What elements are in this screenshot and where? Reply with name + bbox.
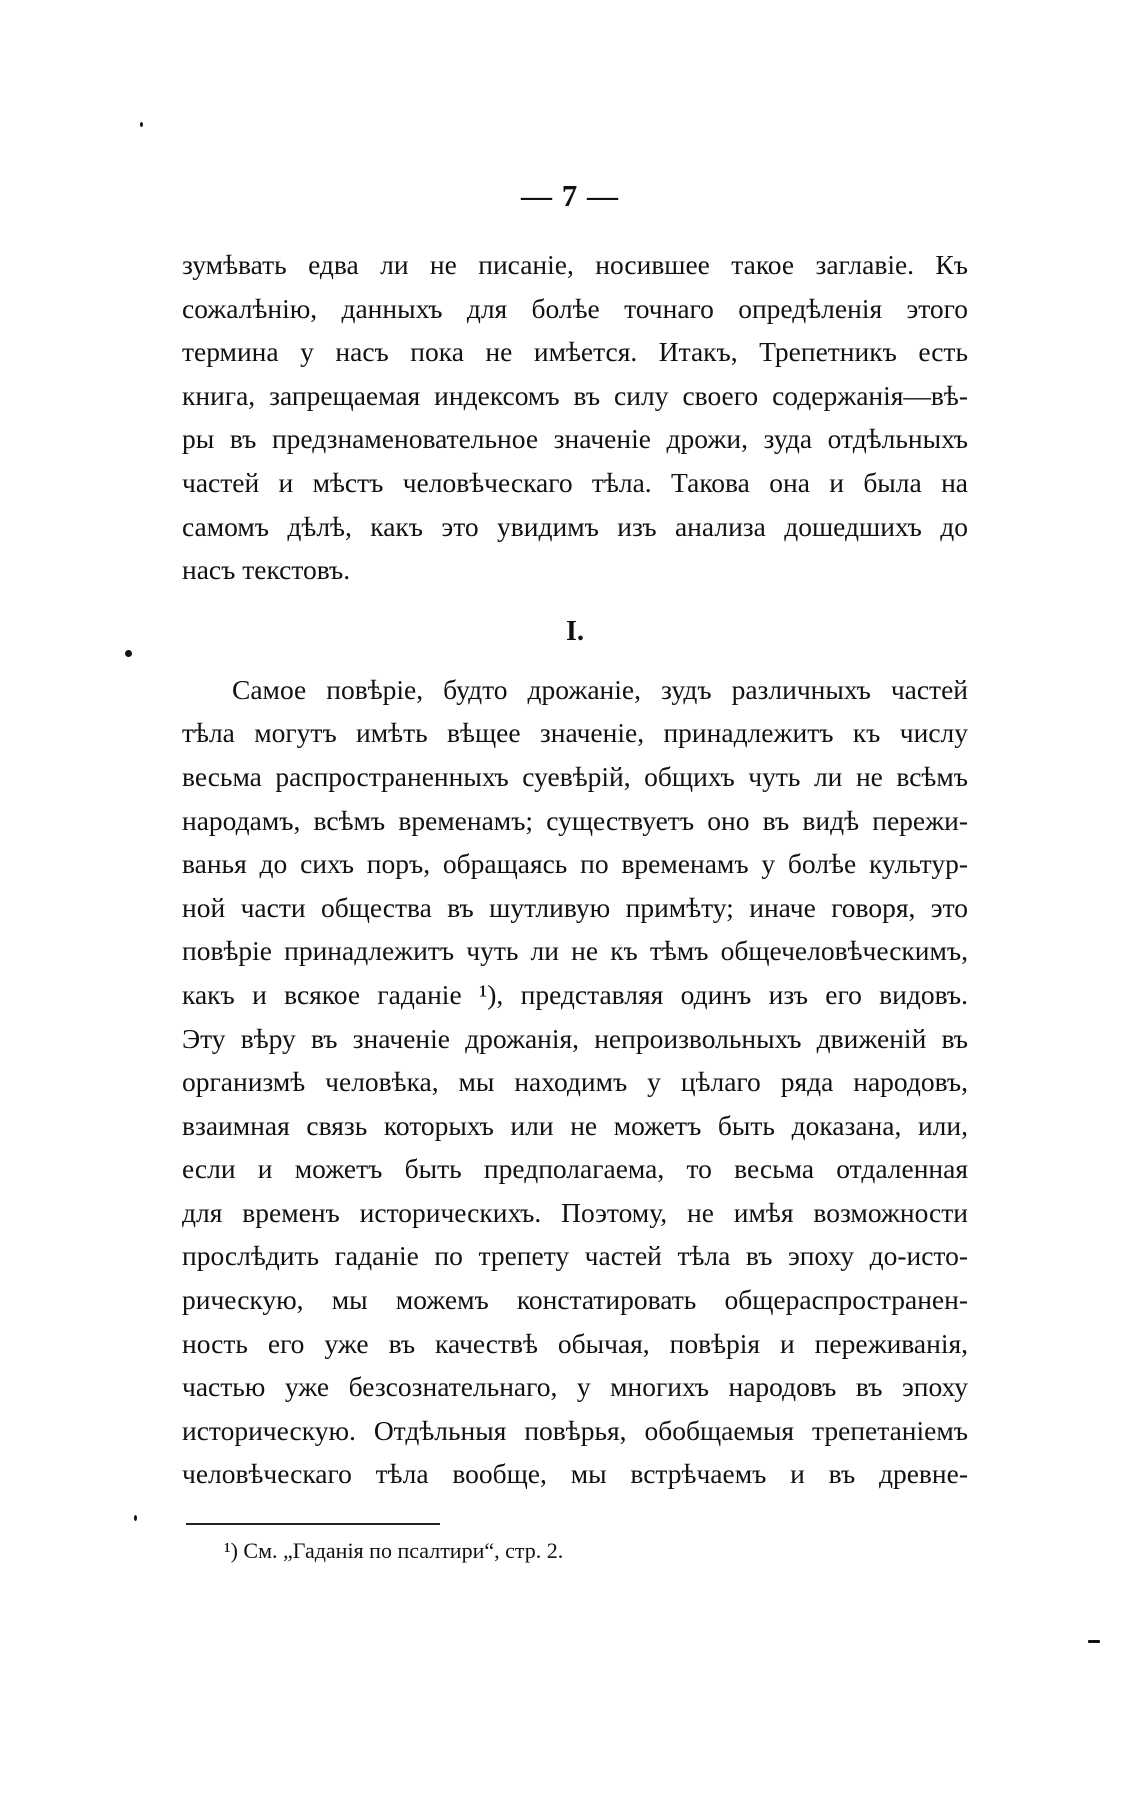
scan-speck bbox=[1088, 1640, 1100, 1643]
text-line: повѣріе принадлежитъ чуть ли не къ тѣмъ общечеловѣческимъ, bbox=[182, 935, 968, 967]
text-line: если и можетъ быть предполагаема, то весьма отдаленная bbox=[182, 1153, 968, 1185]
paragraph-2 bbox=[182, 668, 968, 1496]
text-line: ванья до сихъ поръ, обращаясь по временамъ у болѣе культур- bbox=[182, 848, 968, 880]
section-heading: I. bbox=[566, 615, 584, 647]
text-line: для временъ историческихъ. Поэтому, не имѣя возможности bbox=[182, 1196, 968, 1228]
text-line: зумѣвать едва ли не писаніе, носившее такое заглавіе. Къ bbox=[182, 249, 968, 280]
text-line: книга, запрещаемая индексомъ въ силу своего содержанія—вѣ- bbox=[182, 379, 968, 411]
footnote: ¹) См. „Гаданія по псалтири“, стр. 2. bbox=[224, 1538, 564, 1563]
text-line: частей и мѣстъ человѣческаго тѣла. Такова она и была на bbox=[182, 466, 968, 498]
text-line: ность его уже въ качествѣ обычая, повѣрія и переживанія, bbox=[182, 1327, 968, 1359]
text-line: насъ текстовъ. bbox=[182, 554, 351, 586]
text-line: тѣла могутъ имѣть вѣщее значеніе, принадлежитъ къ числу bbox=[182, 717, 968, 749]
text-line: ры въ предзнаменовательное значеніе дрожи, зуда отдѣльныхъ bbox=[182, 423, 968, 455]
text-line: ной части общества въ шутливую примѣту; иначе говоря, это bbox=[182, 891, 968, 923]
text-line: человѣческаго тѣла вообще, мы встрѣчаемъ и въ древне- bbox=[182, 1458, 968, 1490]
page-number: — 7 — bbox=[521, 178, 619, 213]
paragraph-1 bbox=[182, 243, 968, 592]
footnote-divider bbox=[186, 1523, 440, 1525]
body-text bbox=[182, 243, 968, 1496]
text-line: прослѣдить гаданіе по трепету частей тѣла въ эпоху до-исто- bbox=[182, 1240, 968, 1272]
text-line: сожалѣнію, данныхъ для болѣе точнаго опредѣленія этого bbox=[182, 292, 968, 324]
text-line: взаимная связь которыхъ или не можетъ быть доказана, или, bbox=[182, 1109, 968, 1141]
text-line: термина у насъ пока не имѣется. Итакъ, Трепетникъ есть bbox=[182, 336, 968, 368]
text-line: частью уже безсознательнаго, у многихъ народовъ въ эпоху bbox=[182, 1371, 968, 1403]
text-line: Самое повѣріе, будто дрожаніе, зудъ различныхъ частей bbox=[232, 673, 968, 705]
text-line: организмѣ человѣка, мы находимъ у цѣлаго ряда народовъ, bbox=[182, 1066, 968, 1098]
scan-speck bbox=[140, 122, 143, 127]
text-line: какъ и всякое гаданіе ¹), представляя одинъ изъ его видовъ. bbox=[182, 978, 968, 1010]
scan-speck bbox=[125, 650, 132, 657]
text-line: народамъ, всѣмъ временамъ; существуетъ оно въ видѣ пережи- bbox=[182, 804, 968, 836]
text-line: самомъ дѣлѣ, какъ это увидимъ изъ анализа дошедшихъ до bbox=[182, 510, 968, 542]
text-line: весьма распространенныхъ суевѣрій, общихъ чуть ли не всѣмъ bbox=[182, 760, 968, 792]
text-line: рическую, мы можемъ констатировать общераспространен- bbox=[182, 1284, 968, 1316]
text-line: историческую. Отдѣльныя повѣрья, обобщаемыя трепетаніемъ bbox=[182, 1414, 968, 1446]
scan-speck bbox=[134, 1515, 137, 1521]
text-line: Эту вѣру въ значеніе дрожанія, непроизвольныхъ движеній въ bbox=[182, 1022, 968, 1054]
